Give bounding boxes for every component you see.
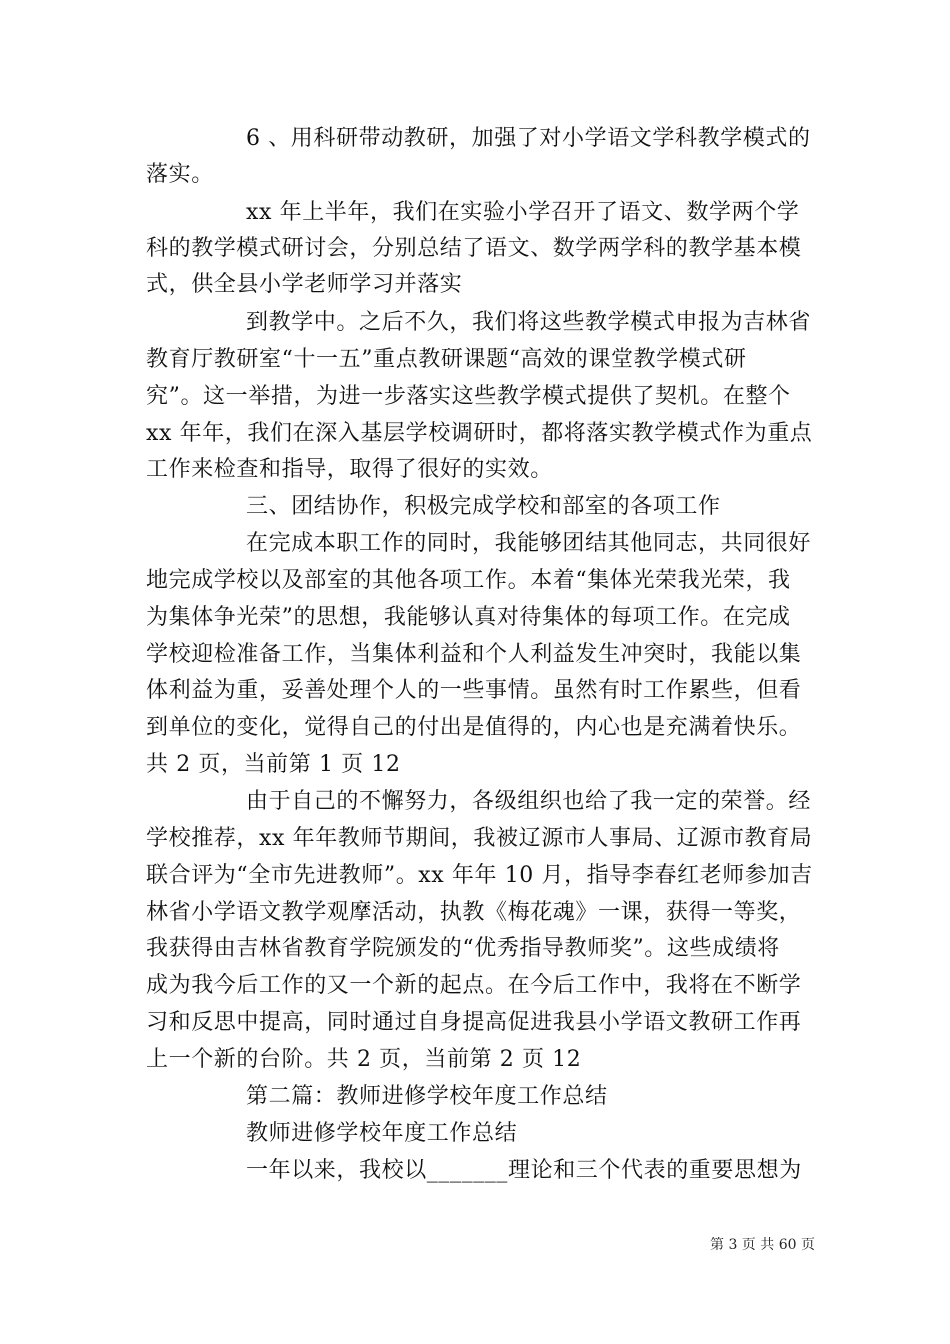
text-line: 工作来检查和指导，取得了很好的实效。 (146, 457, 553, 482)
text-line: 到单位的变化，觉得自己的付出是值得的，内心也是充满着快乐。 (146, 715, 802, 740)
text-line: 由于自己的不懈努力，各级组织也给了我一定的荣誉。经 (246, 789, 812, 814)
section-heading: 三、团结协作，积极完成学校和部室的各项工作 (246, 494, 721, 519)
text-line: 一年以来，我校以_______理论和三个代表的重要思想为 (246, 1158, 802, 1183)
text-line: 为集体争光荣”的思想，我能够认真对待集体的每项工作。在完成 (146, 605, 791, 630)
text-line: 联合评为“全市先进教师”。xx 年年 10 月，指导李春红老师参加吉 (146, 863, 813, 888)
text-line: 习和反思中提高，同时通过自身提高促进我县小学语文教研工作再 (146, 1010, 802, 1035)
text-line: 究”。这一举措，为进一步落实这些教学模式提供了契机。在整个 (146, 384, 791, 409)
text-line: 在完成本职工作的同时，我能够团结其他同志，共同很好 (246, 531, 812, 556)
text-line: 上一个新的台阶。共 2 页，当前第 2 页 12 (146, 1047, 582, 1072)
text-line: 6 、用科研带动教研，加强了对小学语文学科教学模式的 (246, 126, 811, 151)
text-line: 我获得由吉林省教育学院颁发的“优秀指导教师奖”。这些成绩将 (146, 936, 780, 961)
text-line: 体利益为重，妥善处理个人的一些事情。虽然有时工作累些，但看 (146, 678, 802, 703)
text-line: 地完成学校以及部室的其他各项工作。本着“集体光荣我光荣，我 (146, 568, 791, 593)
text-line: 学校推荐，xx 年年教师节期间，我被辽源市人事局、辽源市教育局 (146, 826, 813, 851)
text-line: 落实。 (146, 162, 214, 187)
text-line: 成为我今后工作的又一个新的起点。在今后工作中，我将在不断学 (146, 973, 802, 998)
text-line: xx 年年，我们在深入基层学校调研时，都将落实教学模式作为重点 (146, 421, 813, 446)
chapter-heading: 第二篇：教师进修学校年度工作总结 (246, 1084, 608, 1109)
document-title: 教师进修学校年度工作总结 (246, 1121, 518, 1146)
text-line: xx 年上半年，我们在实验小学召开了语文、数学两个学 (246, 200, 800, 225)
page-footer: 第 3 页 共 60 页 (710, 1237, 815, 1253)
text-line: 科的教学模式研讨会，分别总结了语文、数学两学科的教学基本模 (146, 236, 802, 261)
text-line: 式，供全县小学老师学习并落实 (146, 272, 463, 297)
text-line: 教育厅教研室“十一五”重点教研课题“高效的课堂教学模式研 (146, 347, 747, 372)
text-line: 学校迎检准备工作，当集体利益和个人利益发生冲突时，我能以集 (146, 642, 802, 667)
text-line: 到教学中。之后不久，我们将这些教学模式申报为吉林省 (246, 310, 812, 335)
page-note: 共 2 页，当前第 1 页 12 (146, 752, 401, 777)
text-line: 林省小学语文教学观摩活动，执教《梅花魂》一课，获得一等奖， (146, 900, 802, 925)
